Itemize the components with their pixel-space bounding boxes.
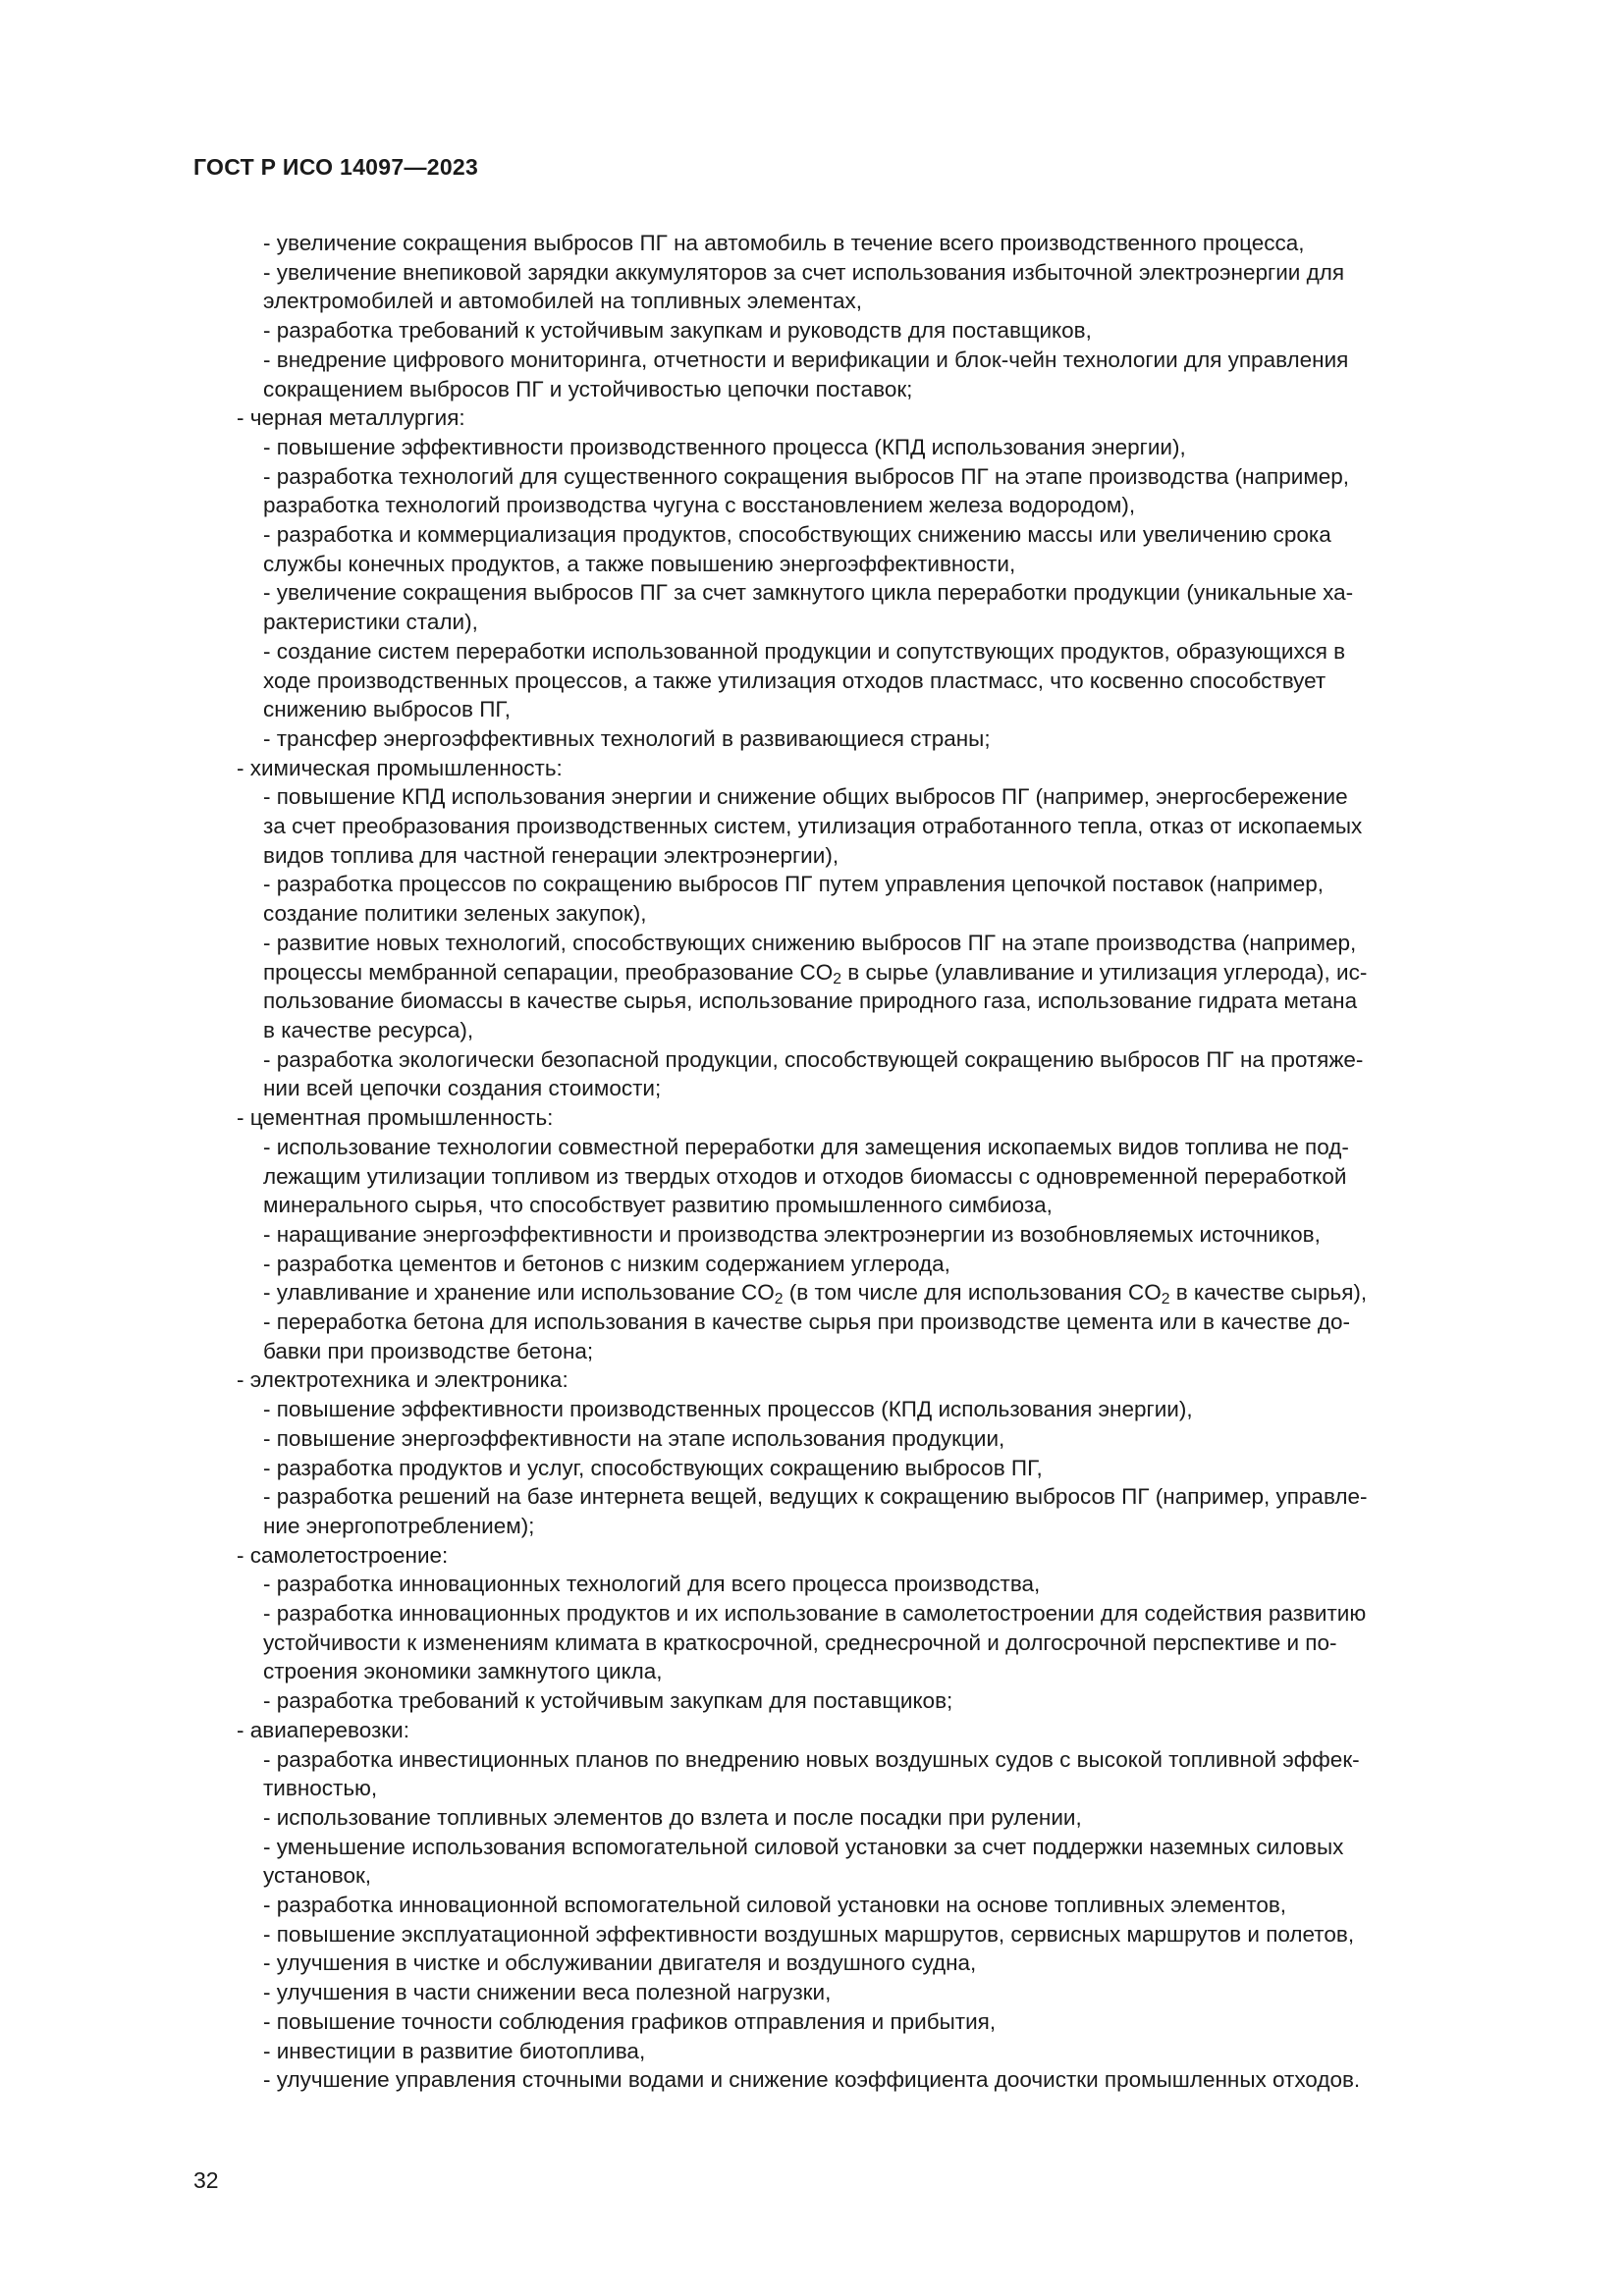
text-line: снижению выбросов ПГ, [263,697,512,722]
text-line: службы конечных продуктов, а также повышению энергоэффективности, [263,551,1016,576]
text-line: в качестве ресурса), [263,1017,474,1042]
text-line: установок, [263,1863,372,1889]
text-line: бавки при производстве бетона; [263,1338,594,1363]
text-line: - использование топливных элементов до взлета и после посадки при рулении, [263,1804,1082,1830]
text-line: - переработка бетона для использования в качестве сырья при производстве цемента или в качестве до- [263,1309,1350,1335]
text-line: - разработка требований к устойчивым закупкам и руководств для поставщиков, [263,318,1092,344]
text-line: - наращивание энергоэффективности и производства электроэнергии из возобновляемых источников, [263,1221,1321,1247]
text-line: - разработка решений на базе интернета вещей, ведущих к сокращению выбросов ПГ (например, управле- [263,1484,1368,1510]
text-line: - разработка процессов по сокращению выбросов ПГ путем управления цепочкой поставок (например, [263,872,1325,897]
text-line: - улучшение управления сточными водами и снижение коэффициента доочистки промышленных отходов. [263,2067,1361,2093]
text-line: - разработка и коммерциализация продуктов, способствующих снижению массы или увеличению срока [263,522,1331,548]
text-line: - повышение энергоэффективности на этапе использования продукции, [263,1425,1005,1451]
text-line: - увеличение сокращения выбросов ПГ на автомобиль в течение всего производственного процесса, [263,231,1305,255]
text-line: - улавливание и хранение или использование $CO_2$ (в том числе для использования $CO_2$ в качестве сырья), [263,1280,1368,1308]
text-line: - разработка продуктов и услуг, способствующих сокращению выбросов ПГ, [263,1455,1043,1480]
text-line: - повышение эксплуатационной эффективности воздушных маршрутов, сервисных маршрутов и полетов, [263,1921,1355,1947]
text-line: электромобилей и автомобилей на топливных элементах, [263,289,863,314]
category-heading: - авиаперевозки: [237,1717,409,1742]
text-line: - разработка требований к устойчивым закупкам для поставщиков; [263,1688,953,1714]
category-heading: - цементная промышленность: [237,1105,554,1131]
text-line: устойчивости к изменениям климата в краткосрочной, среднесрочной и долгосрочной перспективе и по- [263,1629,1337,1655]
text-line: - повышение эффективности производственных процессов (КПД использования энергии), [263,1397,1193,1422]
text-line: - разработка технологий для существенного сокращения выбросов ПГ на этапе производства (например, [263,463,1350,489]
text-line: за счет преобразования производственных систем, утилизация отработанного тепла, отказ от ископаемых [263,814,1363,839]
text-line: - инвестиции в развитие биотоплива, [263,2038,646,2063]
text-line: - разработка экологически безопасной продукции, способствующей сокращению выбросов ПГ на протяже- [263,1046,1364,1072]
category-heading: - химическая промышленность: [237,755,563,780]
text-line: - уменьшение использования вспомогательной силовой установки за счет поддержки наземных силовых [263,1834,1344,1859]
text-line: - внедрение цифрового мониторинга, отчетности и верификации и блок-чейн технологии для управления [263,347,1349,372]
category-heading: - черная металлургия: [237,405,465,431]
text-line: - повышение эффективности производственного процесса (КПД использования энергии), [263,434,1186,459]
text-line: ние энергопотреблением); [263,1513,535,1538]
text-line: пользование биомассы в качестве сырья, использование природного газа, использование гидрата метана [263,988,1358,1014]
text-line: - разработка инновационной вспомогательной силовой установки на основе топливных элементов, [263,1893,1287,1918]
text-line: - увеличение сокращения выбросов ПГ за счет замкнутого цикла переработки продукции (уникальные ха- [263,580,1354,606]
text-line: - улучшения в части снижении веса полезной нагрузки, [263,1980,832,2005]
text-line: - разработка инновационных продуктов и их использование в самолетостроении для содействия развитию [263,1601,1367,1627]
text-line: - повышение КПД использования энергии и снижение общих выбросов ПГ (например, энергосбережение [263,784,1348,810]
text-line: минерального сырья, что способствует развитию промышленного симбиоза, [263,1193,1053,1218]
text-line: - улучшения в чистке и обслуживании двигателя и воздушного судна, [263,1950,977,1976]
text-line: - повышение точности соблюдения графиков отправления и прибытия, [263,2008,997,2034]
text-line: создание политики зеленых закупок), [263,901,647,927]
text-line: - разработка инновационных технологий для всего процесса производства, [263,1572,1041,1597]
text-line: - использование технологии совместной переработки для замещения ископаемых видов топлива не под- [263,1134,1349,1159]
text-line: процессы мембранной сепарации, преобразование $CO_2$ в сырье (улавливание и утилизация углерода), ис- [263,959,1368,988]
text-line: разработка технологий производства чугуна с восстановлением железа водородом), [263,493,1136,518]
text-line: - увеличение внепиковой зарядки аккумуляторов за счет использования избыточной электроэнергии для [263,259,1345,285]
category-heading: - самолетостроение: [237,1542,449,1568]
text-line: ходе производственных процессов, а также утилизация отходов пластмасс, что косвенно способствует [263,667,1326,693]
document-header: ГОСТ Р ИСО 14097—2023 [193,154,479,180]
text-line: лежащим утилизации топливом из твердых отходов и отходов биомассы с одновременной переработкой [263,1163,1347,1189]
text-line: - создание систем переработки использованной продукции и сопутствующих продуктов, образующихся в [263,638,1346,664]
text-line: видов топлива для частной генерации электроэнергии), [263,842,839,868]
text-line: тивностью, [263,1776,378,1801]
text-line: - разработка инвестиционных планов по внедрению новых воздушных судов с высокой топливной эффек- [263,1746,1360,1772]
text-line: сокращением выбросов ПГ и устойчивостью цепочки поставок; [263,376,913,401]
category-heading: - электротехника и электроника: [237,1367,568,1393]
text-line: рактеристики стали), [263,610,478,635]
text-line: - разработка цементов и бетонов с низким содержанием углерода, [263,1251,950,1276]
text-line: - развитие новых технологий, способствующих снижению выбросов ПГ на этапе производства (например, [263,930,1357,955]
document-body [237,229,1530,2095]
page-number: 32 [193,2167,219,2193]
text-line: нии всей цепочки создания стоимости; [263,1076,662,1101]
text-line: строения экономики замкнутого цикла, [263,1659,663,1684]
text-line: - трансфер энергоэффективных технологий в развивающиеся страны; [263,725,991,751]
